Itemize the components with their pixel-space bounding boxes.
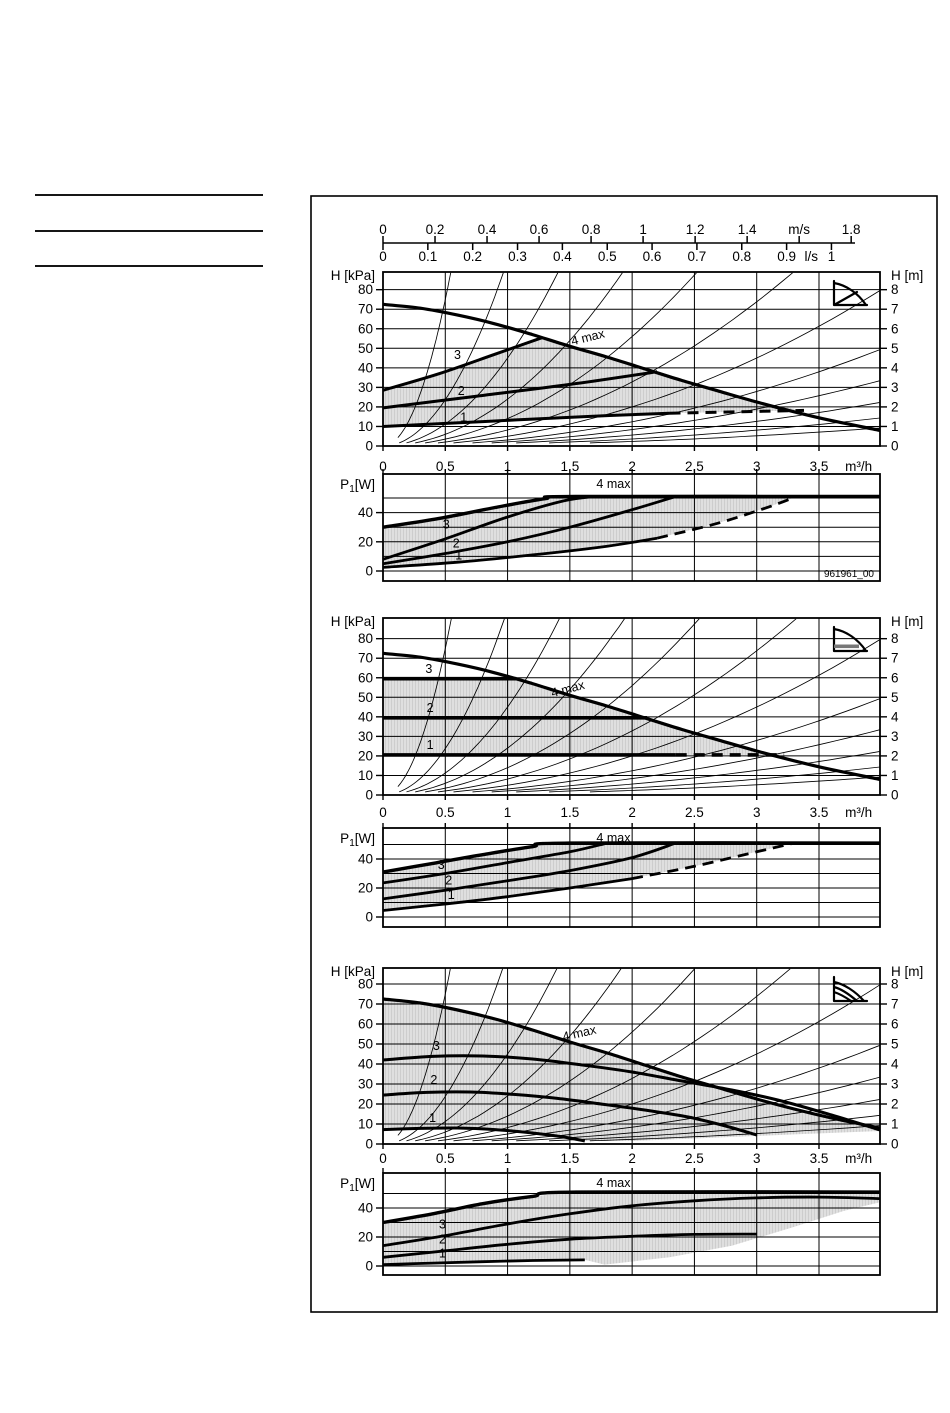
- svg-text:70: 70: [357, 301, 373, 317]
- svg-text:3.5: 3.5: [809, 459, 829, 474]
- flow-axis-unit: m³/h: [845, 1151, 873, 1166]
- svg-text:20: 20: [357, 1229, 373, 1245]
- svg-text:0.8: 0.8: [732, 249, 752, 264]
- svg-text:80: 80: [357, 976, 373, 992]
- p1-chart-constant-curve: [340, 1168, 880, 1275]
- svg-text:0: 0: [365, 1136, 373, 1152]
- curve-label: 3: [437, 858, 445, 873]
- curve-label: 2: [439, 1232, 447, 1247]
- curve-label: 2: [452, 536, 460, 551]
- svg-text:0.7: 0.7: [687, 249, 707, 264]
- svg-text:7: 7: [891, 996, 899, 1012]
- curve-label: 2: [426, 700, 434, 715]
- svg-text:2: 2: [891, 1096, 899, 1112]
- curve-label: 4 max: [549, 677, 587, 701]
- svg-text:6: 6: [891, 321, 899, 337]
- p1-chart-proportional-pressure: [340, 469, 880, 581]
- svg-text:50: 50: [357, 689, 373, 705]
- svg-text:2: 2: [628, 459, 636, 474]
- svg-text:0: 0: [891, 787, 899, 803]
- svg-text:0: 0: [365, 1258, 373, 1274]
- svg-text:1.5: 1.5: [560, 1151, 580, 1166]
- svg-text:5: 5: [891, 689, 899, 705]
- svg-text:30: 30: [357, 1076, 373, 1092]
- curve-label: 1: [426, 738, 434, 753]
- p1-axis-label: $P_1[W]$: [340, 831, 375, 849]
- svg-text:4: 4: [891, 360, 899, 376]
- svg-text:3.5: 3.5: [809, 805, 829, 820]
- svg-text:1: 1: [891, 767, 899, 783]
- svg-text:3: 3: [752, 1151, 761, 1166]
- svg-text:5: 5: [891, 340, 899, 356]
- top-velocity-axis: [379, 222, 860, 264]
- curve-label: 3: [439, 1217, 447, 1232]
- svg-text:3.5: 3.5: [809, 1151, 829, 1166]
- svg-text:40: 40: [357, 1200, 373, 1216]
- h-chart-constant-pressure: [331, 614, 924, 820]
- svg-text:70: 70: [357, 996, 373, 1012]
- operating-range-shade: [383, 1192, 880, 1265]
- svg-text:10: 10: [357, 767, 373, 783]
- svg-text:20: 20: [357, 1096, 373, 1112]
- svg-text:60: 60: [357, 1016, 373, 1032]
- svg-text:0: 0: [365, 909, 373, 925]
- system-characteristic-curve: [590, 777, 880, 792]
- pump-curves-figure: [310, 195, 938, 1313]
- svg-text:0.2: 0.2: [463, 249, 483, 264]
- svg-text:l/s: l/s: [804, 249, 819, 264]
- svg-text:8: 8: [891, 976, 899, 992]
- curve-label: 3: [454, 348, 461, 363]
- head-kpa-axis-label: H [kPa]: [330, 268, 375, 283]
- svg-text:3: 3: [891, 1076, 899, 1092]
- svg-text:3: 3: [891, 728, 899, 744]
- curve-label: 4 max: [561, 1022, 598, 1044]
- svg-text:2.5: 2.5: [685, 805, 704, 820]
- svg-text:3: 3: [752, 805, 761, 820]
- svg-text:0: 0: [379, 459, 387, 474]
- svg-text:0: 0: [379, 249, 387, 264]
- svg-text:5: 5: [891, 1036, 899, 1052]
- curve-label: 4 max: [569, 326, 607, 349]
- curve-label: 1: [439, 1246, 447, 1261]
- svg-text:80: 80: [357, 282, 373, 298]
- svg-text:40: 40: [357, 851, 373, 867]
- svg-text:3: 3: [752, 459, 761, 474]
- svg-text:0.8: 0.8: [581, 222, 601, 237]
- max-curve-label: 4 max: [596, 831, 631, 845]
- p1-axis-label: $P_1[W]$: [340, 1176, 375, 1194]
- svg-text:0: 0: [891, 438, 899, 454]
- curve-label: 2: [457, 384, 465, 399]
- svg-text:2: 2: [628, 1151, 636, 1166]
- max-curve-label: 4 max: [596, 1176, 631, 1190]
- svg-text:0: 0: [379, 222, 387, 237]
- svg-text:2.5: 2.5: [685, 459, 704, 474]
- svg-text:2.5: 2.5: [685, 1151, 704, 1166]
- svg-text:30: 30: [357, 379, 373, 395]
- svg-text:8: 8: [891, 282, 899, 298]
- svg-text:1: 1: [891, 1116, 899, 1132]
- curve-label: 1: [447, 887, 455, 902]
- svg-text:0.1: 0.1: [418, 249, 438, 264]
- svg-text:4: 4: [891, 1056, 899, 1072]
- svg-text:0.6: 0.6: [642, 249, 662, 264]
- svg-text:20: 20: [357, 748, 373, 764]
- svg-text:0: 0: [379, 1151, 387, 1166]
- svg-text:6: 6: [891, 1016, 899, 1032]
- svg-text:1: 1: [891, 418, 899, 434]
- head-m-axis-label: H [m]: [891, 268, 924, 283]
- svg-text:2: 2: [891, 748, 899, 764]
- svg-text:30: 30: [357, 728, 373, 744]
- svg-text:1: 1: [503, 805, 512, 820]
- rule-line: [35, 230, 263, 232]
- svg-text:0.5: 0.5: [435, 805, 455, 820]
- svg-text:50: 50: [357, 1036, 373, 1052]
- svg-text:7: 7: [891, 301, 899, 317]
- curve-label: 3: [432, 1039, 440, 1053]
- head-m-axis-label: H [m]: [891, 614, 924, 629]
- svg-text:1.8: 1.8: [841, 222, 861, 237]
- svg-text:7: 7: [891, 650, 899, 666]
- flow-axis-unit: m³/h: [845, 805, 873, 820]
- curve-label: 2: [430, 1073, 438, 1087]
- svg-text:0.4: 0.4: [477, 222, 497, 237]
- svg-text:2: 2: [628, 805, 636, 820]
- svg-text:50: 50: [357, 340, 373, 356]
- head-m-axis-label: H [m]: [891, 964, 924, 979]
- svg-text:1.4: 1.4: [737, 222, 757, 237]
- svg-text:10: 10: [357, 1116, 373, 1132]
- svg-text:2: 2: [891, 399, 899, 415]
- svg-text:3: 3: [891, 379, 899, 395]
- svg-text:6: 6: [891, 670, 899, 686]
- p1-chart-constant-pressure: [340, 823, 880, 927]
- max-curve-label: 4 max: [596, 477, 631, 491]
- svg-text:20: 20: [357, 534, 373, 550]
- svg-text:60: 60: [357, 670, 373, 686]
- svg-text:70: 70: [357, 650, 373, 666]
- svg-text:0.3: 0.3: [508, 249, 527, 264]
- head-kpa-axis-label: H [kPa]: [330, 614, 375, 629]
- curve-label: 1: [429, 1111, 437, 1125]
- svg-text:1: 1: [503, 459, 512, 474]
- curve-label: 1: [460, 410, 468, 425]
- p1-axis-label: $P_1[W]$: [340, 477, 375, 495]
- pump-curves-svg: [310, 195, 938, 1313]
- constant-curve-icon: [834, 977, 867, 1001]
- svg-text:10: 10: [357, 418, 373, 434]
- flow-axis-unit: m³/h: [845, 459, 873, 474]
- svg-text:1: 1: [503, 1151, 512, 1166]
- svg-text:40: 40: [357, 360, 373, 376]
- svg-text:0: 0: [891, 1136, 899, 1152]
- svg-text:0.5: 0.5: [435, 1151, 455, 1166]
- curve-label: 1: [455, 548, 463, 563]
- svg-text:80: 80: [357, 631, 373, 647]
- h-chart-constant-curve: [331, 964, 924, 1166]
- svg-text:20: 20: [357, 880, 373, 896]
- svg-text:0.2: 0.2: [425, 222, 445, 237]
- svg-text:1: 1: [827, 249, 836, 264]
- svg-text:0.5: 0.5: [435, 459, 455, 474]
- rule-line: [35, 265, 263, 267]
- svg-text:0: 0: [365, 787, 373, 803]
- svg-text:60: 60: [357, 321, 373, 337]
- curve-label: 3: [442, 517, 450, 532]
- svg-text:m/s: m/s: [788, 222, 811, 237]
- head-kpa-axis-label: H [kPa]: [330, 964, 375, 979]
- curve-label: 3: [425, 661, 433, 676]
- svg-text:0: 0: [379, 805, 387, 820]
- svg-text:1.2: 1.2: [685, 222, 705, 237]
- svg-text:40: 40: [357, 709, 373, 725]
- proportional-pressure-icon: [834, 281, 867, 305]
- svg-text:8: 8: [891, 631, 899, 647]
- svg-text:0.5: 0.5: [597, 249, 617, 264]
- svg-text:0.6: 0.6: [529, 222, 549, 237]
- svg-text:1: 1: [639, 222, 647, 237]
- svg-text:40: 40: [357, 1056, 373, 1072]
- svg-text:20: 20: [357, 399, 373, 415]
- system-characteristic-curve: [590, 428, 880, 443]
- svg-text:0: 0: [365, 563, 373, 579]
- svg-text:0.4: 0.4: [552, 249, 572, 264]
- h-chart-proportional-pressure: [331, 268, 924, 474]
- svg-text:0.9: 0.9: [777, 249, 796, 264]
- svg-text:1.5: 1.5: [560, 459, 580, 474]
- figure-code: 961961_00: [823, 569, 874, 580]
- svg-text:4: 4: [891, 709, 899, 725]
- svg-text:1.5: 1.5: [560, 805, 580, 820]
- rule-line: [35, 194, 263, 196]
- curve-label: 2: [445, 873, 453, 888]
- svg-text:40: 40: [357, 505, 373, 521]
- svg-text:0: 0: [365, 438, 373, 454]
